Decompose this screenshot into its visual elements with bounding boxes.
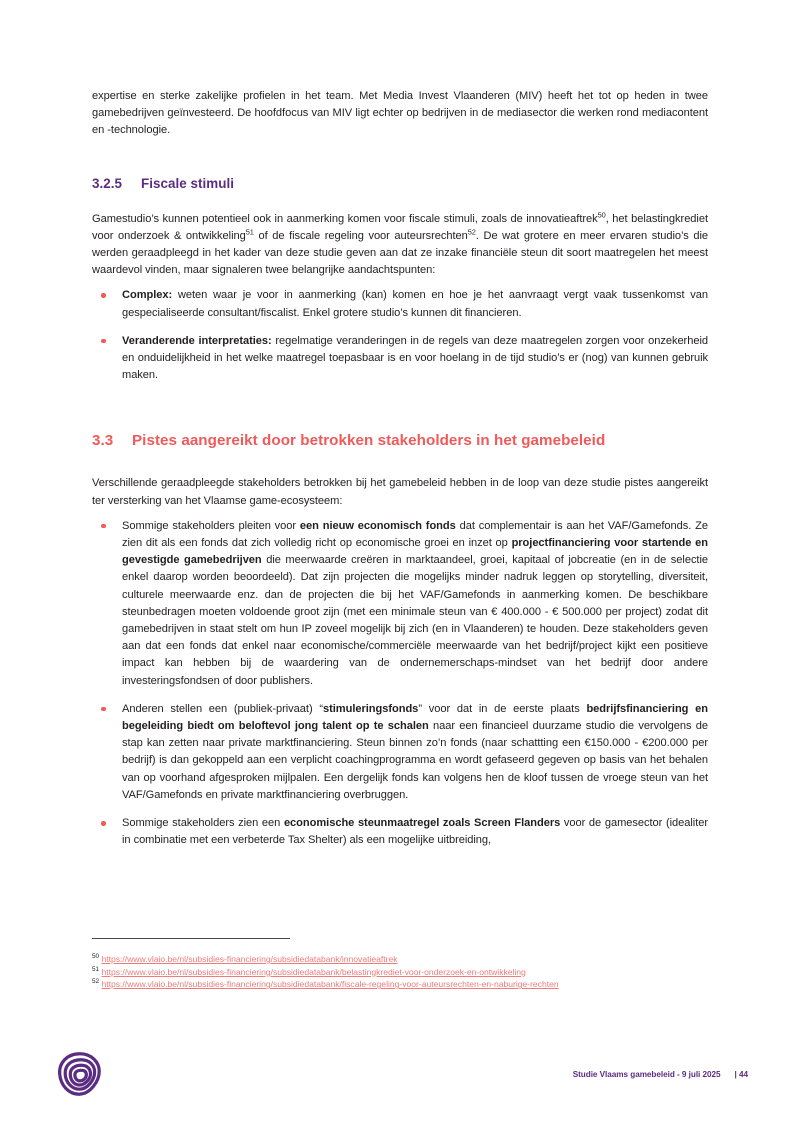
footnote-51 [92,966,708,979]
list-item [92,333,708,385]
footnote-50-number: 50 [92,953,100,961]
footer-title: Studie Vlaams gamebeleid - 9 juli 2025 [572,1070,721,1079]
page-content [92,88,708,850]
heading-3-2-5-title: Fiscale stimuli [141,175,235,191]
footnote-50-link[interactable]: https://www.vlaio.be/nl/subsidies-financiering/subsidiedatabank/innovatieaftrek [101,954,398,964]
footer-meta [573,1070,748,1079]
footnote-52 [92,978,708,991]
list-item-bold-1: een nieuw economisch fonds [299,519,456,532]
footnotes-block [92,938,708,991]
footer-page-number: | 44 [734,1070,748,1079]
para-part-3: of de fiscale regeling voor auteursrechten [253,229,468,242]
spacer [92,418,708,430]
list-item-text-2: ” voor dat in de eerste plaats [418,702,587,715]
footnote-separator-rule [92,938,290,939]
list-item [92,701,708,804]
heading-3-3 [92,430,708,452]
heading-3-2-5 [92,174,708,194]
list-item-text: regelmatige veranderingen in de regels van deze maatregelen zorgen voor onzekerheid en onduidelijkheid in het welke maatregel toepasbaar is en voor hoelang in de tijd studio’s er (nog) van kunnen gebruik maken. [122,334,708,382]
spacer [92,401,708,418]
footnote-ref-50[interactable]: 50 [597,209,606,219]
spacer [92,157,708,174]
list-item [92,287,708,321]
list-item-bold-2: bedrijfsfinanciering en begeleiding biedt om beloftevol jong talent op te schalen [122,702,708,733]
footnote-51-link[interactable]: https://www.vlaio.be/nl/subsidies-financiering/subsidiedatabank/belastingkrediet-voor-onderzoek-en-ontwikkeling [101,966,526,977]
heading-3-3-number: 3.3 [92,432,114,450]
footnote-51-number: 51 [92,965,100,973]
footnote-52-number: 52 [92,978,100,986]
list-item-lead: Veranderende interpretaties: [122,334,272,347]
intro-paragraph: expertise en sterke zakelijke profielen in het team. Met Media Invest Vlaanderen (MIV) heeft het tot op heden in twee gamebedrijven geïnvesteerd. De hoofdfocus van MIV ligt echter op bedrijven in de mediasector die werken rond mediacontent en -technologie. [92,90,708,137]
list-item-text-2: voor de gamesector (idealiter in combinatie met een verbeterde Tax Shelter) als een mogelijke uitbreiding, [122,817,708,847]
para-part-2: , het belastingkrediet voor onderzoek & ontwikkeling [92,212,708,242]
list-item-text-2: dat complementair is aan het VAF/Gamefonds. Ze zien dit als een fonds dat zich volledig richt op economische groei en inzet op [122,519,708,550]
list-item-bold-2: projectfinanciering voor startende en gevestigde gamebedrijven [122,537,708,567]
list-item-text-1: Sommige stakeholders zien een [122,817,284,830]
list-item-lead: Complex: [122,289,173,302]
spiral-logo [56,1051,102,1097]
spacer [92,194,708,211]
list-item [92,815,708,849]
list-item-text-3: die meerwaarde creëren in marktaandeel, groei, kapitaal of jobcreatie (en in de selectie enkel daarop worden beoordeeld). Dat zijn projecten die mogelijks minder nadruk leggen op storytelling, diversiteit, culturele meerwaarde enz. dan de projecten die bij het VAF/Gamefonds in aanmerking komen. De beschikbare steunbedragen moeten voldoende groot zijn (met een minimale steun van € 400.000 - € 500.000 per project) zodat dit gamebedrijven in staat stelt om hun IP zoveel mogelijk bij zich (en in Vlaanderen) te houden. Deze stakeholders geven aan dat een fonds dat enkel naar economische/commerciële meerwaarde van het bedrijf/project kijkt een positieve impact kan hebben bij de waardering van de ondernemerschaps-mindset van het bedrijf door andere investeringsfondsen of door publishers. [122,554,709,687]
list-item-text: weten waar je voor in aanmerking (kan) komen en hoe je het aanvraagt vergt vaak tussenkomst van gespecialiseerde consultant/fiscalist. Enkel grotere studio’s kunnen dit financieren. [122,289,708,319]
section-3-3-intro: Verschillende geraadpleegde stakeholders betrokken bij het gamebeleid hebben in de loop van deze studie pistes aangereikt ter versterking van het Vlaamse game-ecosysteem: [92,477,708,507]
list-item-bold-1: economische steunmaatregel zoals Screen Flanders [283,817,561,830]
heading-3-3-title: Pistes aangereikt door betrokken stakeholders in het gamebeleid [132,432,606,450]
spacer [92,140,708,157]
para-part-4: . De wat grotere en meer ervaren studio’s die werden geraadpleegd in het kader van deze studie geven aan dat ze inzake financiële steun dit soort maatregelen het meest waardevol vinden, maar signaleren twee belangrijke aandachtspunten: [92,229,708,277]
footnote-50 [92,953,708,966]
spacer [92,279,708,287]
heading-3-2-5-number: 3.2.5 [92,175,123,191]
list-item-text-1: Anderen stellen een (publiek-privaat) “ [122,702,323,715]
spacer [92,452,708,469]
footnote-ref-51[interactable]: 51 [245,227,254,237]
para-part-1: Gamestudio’s kunnen potentieel ook in aanmerking komen voor fiscale stimuli, zoals de innovatieaftrek [92,212,598,225]
section-3-2-5-bullet-list [92,287,708,384]
list-item-text-1: Sommige stakeholders pleiten voor [122,519,300,532]
footnote-ref-52[interactable]: 52 [467,227,476,237]
list-item-text-3: naar een financieel duurzame studio die vervolgens de stap kan zetten naar private marktfinanciering. Steun binnen zo’n fonds (naar schattting een €150.000 - €200.000 per bedrijf) is dan gekoppeld aan een verplicht coachingprogramma en wordt gefaseerd gegeven op basis van het behalen van op voorhand afgesproken mijlpalen. Een dergelijk fonds kan volgens hen de kloof tussen de vroege steun van het VAF/Gamefonds en private marktfinanciering overbruggen. [122,720,708,801]
footnote-52-link[interactable]: https://www.vlaio.be/nl/subsidies-financiering/subsidiedatabank/fiscale-regeling-voor-auteursrechten-en-naburige-rechten [101,979,559,990]
spacer [92,384,708,401]
list-item-bold-1: stimuleringsfonds [323,702,419,715]
section-3-2-5-paragraph [92,211,708,280]
list-item [92,518,708,690]
section-3-3-bullet-list [92,518,708,850]
spacer [92,510,708,518]
